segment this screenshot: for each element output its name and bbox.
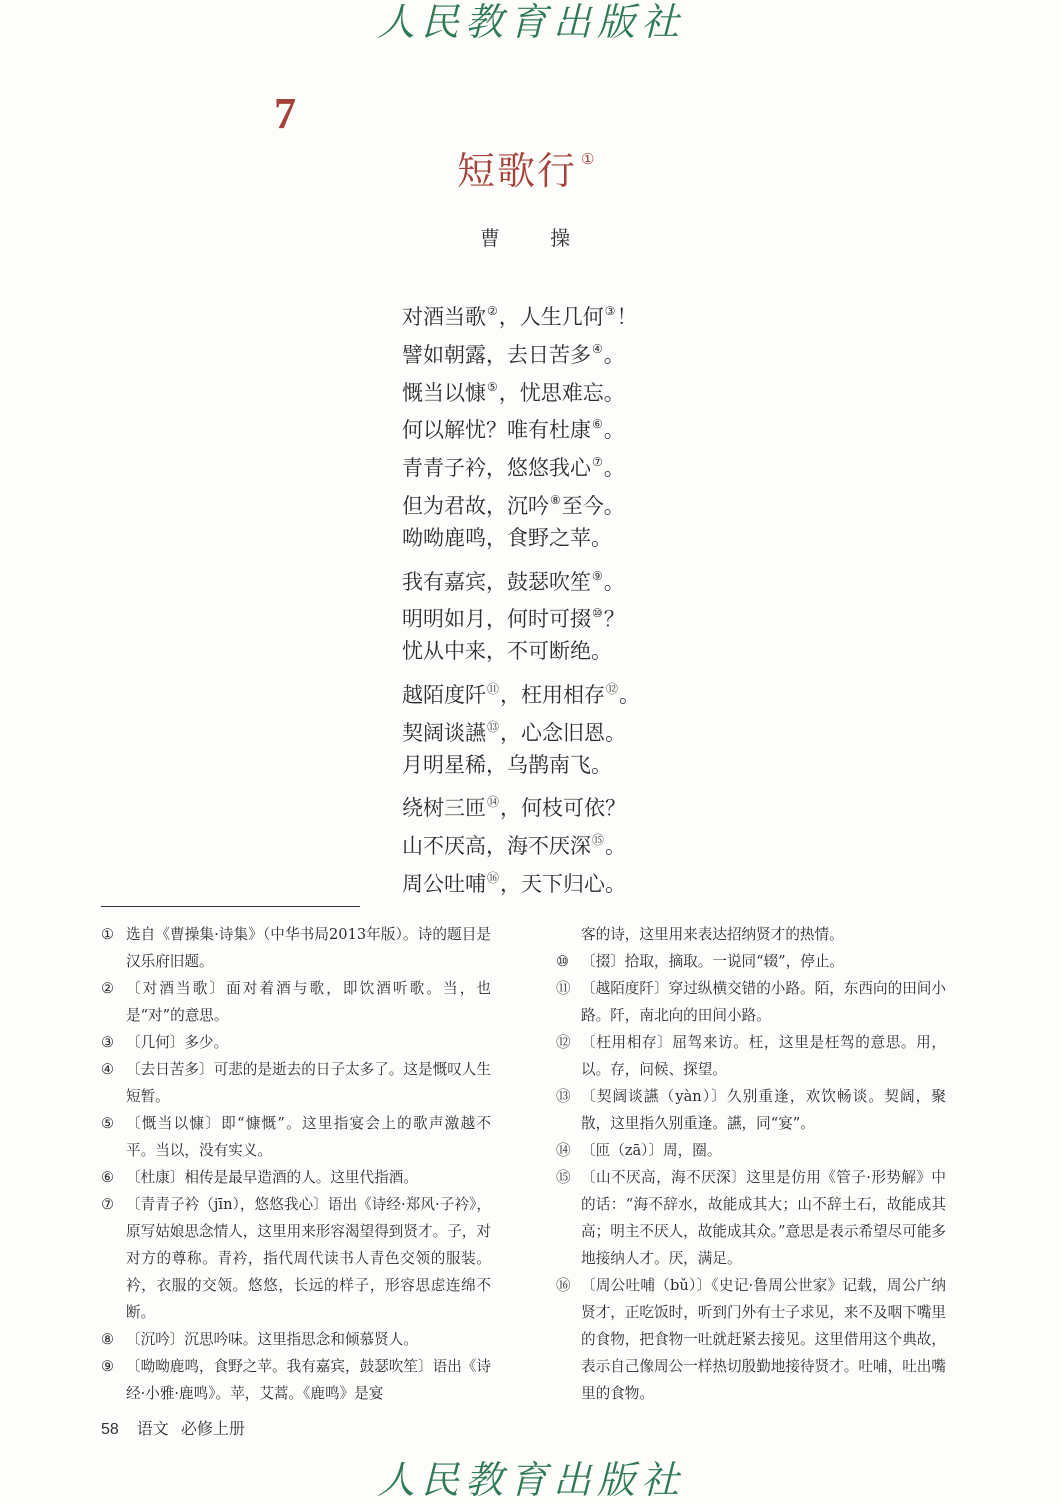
poem-line (402, 444, 640, 482)
footnote-text: 〔去日苦多〕可悲的是逝去的日子太多了。这是慨叹人生短暂。 (126, 1061, 491, 1105)
footnote-mark: ⑭ (487, 795, 500, 810)
poem-text: 至今。 (561, 493, 625, 518)
poem-text: 越陌度阡 (402, 682, 486, 707)
book-name: 语文 (136, 1419, 169, 1438)
poem-text: 。 (619, 682, 641, 707)
footnote-number: ⑫ (556, 1034, 571, 1051)
poem-text: 。 (603, 569, 625, 594)
footnote-text: 客的诗，这里用来表达招纳贤才的热情。 (581, 926, 844, 943)
footnote-text: 〔掇〕拾取，摘取。一说同“辍”，停止。 (581, 953, 845, 970)
footnote (556, 1029, 946, 1083)
footnote (101, 1353, 491, 1407)
poem-text: 。 (603, 456, 625, 481)
poem-line (402, 558, 640, 596)
footnote-text: 〔周公吐哺（bǔ）〕《史记·鲁周公世家》记载，周公广纳贤才，正吃饭时，听到门外有士子求见，来不及咽下嘴里的食物，把食物一吐就赶紧去接见。这里借用这个典故，表示自己像周公一样热切殷勤地接待贤才。吐哺，吐出嘴里的食物。 (581, 1277, 946, 1402)
footnote (101, 1164, 491, 1191)
footnote-text: 〔几何〕多少。 (126, 1034, 229, 1051)
footnote-mark: ⑩ (592, 606, 603, 621)
poem-line (402, 293, 640, 331)
footnote-number: ⑬ (556, 1088, 571, 1105)
poem-line (402, 671, 640, 709)
poem-text: 慨当以慷 (402, 380, 486, 405)
footnote (101, 1110, 491, 1164)
poem-text: ，心念旧恩。 (500, 720, 627, 745)
poem-text: ！ (616, 305, 638, 329)
poem-text: 月明星稀，乌鹊南飞。 (402, 752, 612, 777)
poem-text: 明明如月，何时可掇 (402, 607, 591, 632)
poem-line (402, 520, 640, 558)
publisher-logo-top: 人民教育出版社 (376, 0, 685, 44)
footnote-number: ⑪ (556, 980, 571, 997)
footnote-number: ⑧ (101, 1331, 115, 1348)
footnote-number: ⑤ (101, 1115, 115, 1132)
poem-text: ？ (603, 607, 625, 632)
footnote (556, 921, 946, 948)
footnote-mark: ⑦ (592, 455, 603, 470)
footnote-text: 〔青青子衿（jīn），悠悠我心〕语出《诗经·郑风·子衿》，原写姑娘思念情人，这里用来形容渴望得到贤才。子，对对方的尊称。青衿，指代周代读书人青色交领的服装。衿，衣服的交领。悠悠，长远的样子，形容思虑连绵不断。 (126, 1196, 491, 1321)
footnote-number: ① (101, 926, 115, 943)
footnote-number: ② (101, 980, 115, 997)
poem-text: ，枉用相存 (500, 682, 606, 707)
footnote-text: 〔呦呦鹿鸣，食野之苹。我有嘉宾，鼓瑟吹笙〕语出《诗经·小雅·鹿鸣》。苹，艾蒿。《鹿鸣》是宴 (126, 1358, 491, 1402)
poem-line (402, 633, 640, 671)
footnotes-left-column (101, 921, 491, 1407)
poem-text: 譬如朝露，去日苦多 (402, 342, 591, 367)
lesson-number: 7 (274, 89, 296, 138)
footnote-text: 〔山不厌高，海不厌深〕这里是仿用《管子·形势解》中的话：“海不辞水，故能成其大；山不辞土石，故能成其高；明主不厌人，故能成其众。”意思是表示希望尽可能多地接纳人才。厌，满足。 (581, 1169, 947, 1267)
footnote (101, 1191, 491, 1326)
poem-text: 山不厌高，海不厌深 (402, 834, 591, 859)
poem-text: 绕树三匝 (402, 796, 486, 821)
footnote-mark: ⑥ (592, 417, 603, 432)
poem-text: 我有嘉宾，鼓瑟吹笙 (402, 569, 591, 594)
poem-line (402, 369, 640, 407)
poem-text: 。 (603, 342, 625, 367)
poem-text: 青青子衿，悠悠我心 (402, 456, 591, 481)
poem-line (402, 860, 640, 898)
footnote-text: 〔枉用相存〕屈驾来访。枉，这里是枉驾的意思。用，以。存，问候、探望。 (581, 1034, 946, 1078)
poem-title-text: 短歌行 (457, 149, 578, 193)
footnote-text: 〔杜康〕相传是最早造酒的人。这里代指酒。 (126, 1169, 418, 1186)
footnote-mark: ⑨ (592, 568, 603, 583)
poem-text: ，天下归心。 (500, 871, 627, 896)
footnote-mark: ③ (604, 304, 616, 318)
footnote-text: 〔越陌度阡〕穿过纵横交错的小路。陌，东西向的田间小路。阡，南北向的田间小路。 (581, 980, 946, 1024)
poem-line (402, 595, 640, 633)
poem-line (402, 331, 640, 369)
footnote (101, 1056, 491, 1110)
page-number: 58 (101, 1421, 119, 1438)
footnote-mark: ⑪ (487, 681, 500, 696)
footnote-number: ⑥ (101, 1169, 115, 1186)
publisher-logo-bottom: 人民教育出版社 (376, 1458, 685, 1502)
footnote (101, 1326, 491, 1353)
footnote-text: 〔契阔谈讌（yàn）〕久别重逢，欢饮畅谈。契阔，聚散，这里指久别重逢。讌，同“宴”。 (581, 1088, 946, 1132)
footnote (556, 1083, 946, 1137)
poem-line (402, 822, 640, 860)
poem-text: 。 (603, 418, 625, 443)
poem-text: 周公吐哺 (402, 871, 486, 896)
footnote-mark: ⑮ (592, 833, 605, 848)
page-footer (101, 1416, 245, 1439)
footnote-number: ⑩ (556, 953, 570, 970)
footnote (101, 975, 491, 1029)
poem-title (457, 140, 596, 195)
footnote (556, 1272, 946, 1407)
footnote (556, 975, 946, 1029)
footnote (556, 948, 946, 975)
poem-line (402, 747, 640, 785)
poem-text: ，忧思难忘。 (498, 380, 625, 405)
footnote-text: 〔对酒当歌〕面对着酒与歌，即饮酒听歌。当，也是“对”的意思。 (126, 980, 491, 1024)
poem-line (402, 784, 640, 822)
poem-line (402, 482, 640, 520)
poem-text: ，何枝可依？ (500, 796, 627, 821)
footnote-text: 〔匝（zā）〕周，圈。 (581, 1142, 722, 1159)
footnote-number: ④ (101, 1061, 115, 1078)
poem-line (402, 709, 640, 747)
book-volume: 必修上册 (180, 1419, 245, 1438)
poem-text: 何以解忧？唯有杜康 (402, 418, 591, 443)
poem-text: 契阔谈讌 (402, 720, 486, 745)
poem-text: 呦呦鹿鸣，食野之苹。 (402, 525, 612, 550)
footnote-mark: ④ (592, 341, 603, 356)
footnote-number: ⑯ (556, 1277, 571, 1294)
footnote-mark: ⑯ (487, 870, 500, 885)
footnote-text: 〔慨当以慷〕即“慷慨”。这里指宴会上的歌声激越不平。当以，没有实义。 (126, 1115, 491, 1159)
poem-text: 忧从中来，不可断绝。 (402, 639, 612, 664)
footnote-mark: ⑫ (606, 681, 619, 696)
footnote-mark: ⑤ (487, 379, 498, 394)
footnote-number: ⑦ (101, 1196, 115, 1213)
footnote-mark: ② (487, 304, 498, 318)
poem-text: 对酒当歌 (402, 305, 486, 329)
footnote (556, 1164, 946, 1272)
footnote-number: ⑨ (101, 1358, 115, 1375)
footnotes-right-column (556, 921, 946, 1407)
poem-text: 但为君故，沉吟 (402, 493, 549, 518)
poem-text: ，人生几何 (498, 305, 604, 329)
poem-text: 。 (605, 834, 627, 859)
poem-line (402, 406, 640, 444)
footnote-text: 选自《曹操集·诗集》（中华书局2013年版）。诗的题目是汉乐府旧题。 (126, 926, 491, 970)
footnote-number: ③ (101, 1034, 115, 1051)
title-footnote-mark: ① (581, 150, 597, 168)
footnote (556, 1137, 946, 1164)
footnote-number: ⑮ (556, 1169, 571, 1186)
footnote-number: ⑭ (556, 1142, 571, 1159)
footnote-mark: ⑧ (550, 492, 561, 507)
footnote-mark: ⑬ (487, 719, 500, 734)
footnote-divider (101, 906, 360, 907)
footnote (101, 1029, 491, 1056)
poem-body (402, 293, 640, 898)
poem-author: 曹 操 (479, 226, 593, 250)
footnote (101, 921, 491, 975)
footnote-text: 〔沉吟〕沉思吟味。这里指思念和倾慕贤人。 (126, 1331, 418, 1348)
